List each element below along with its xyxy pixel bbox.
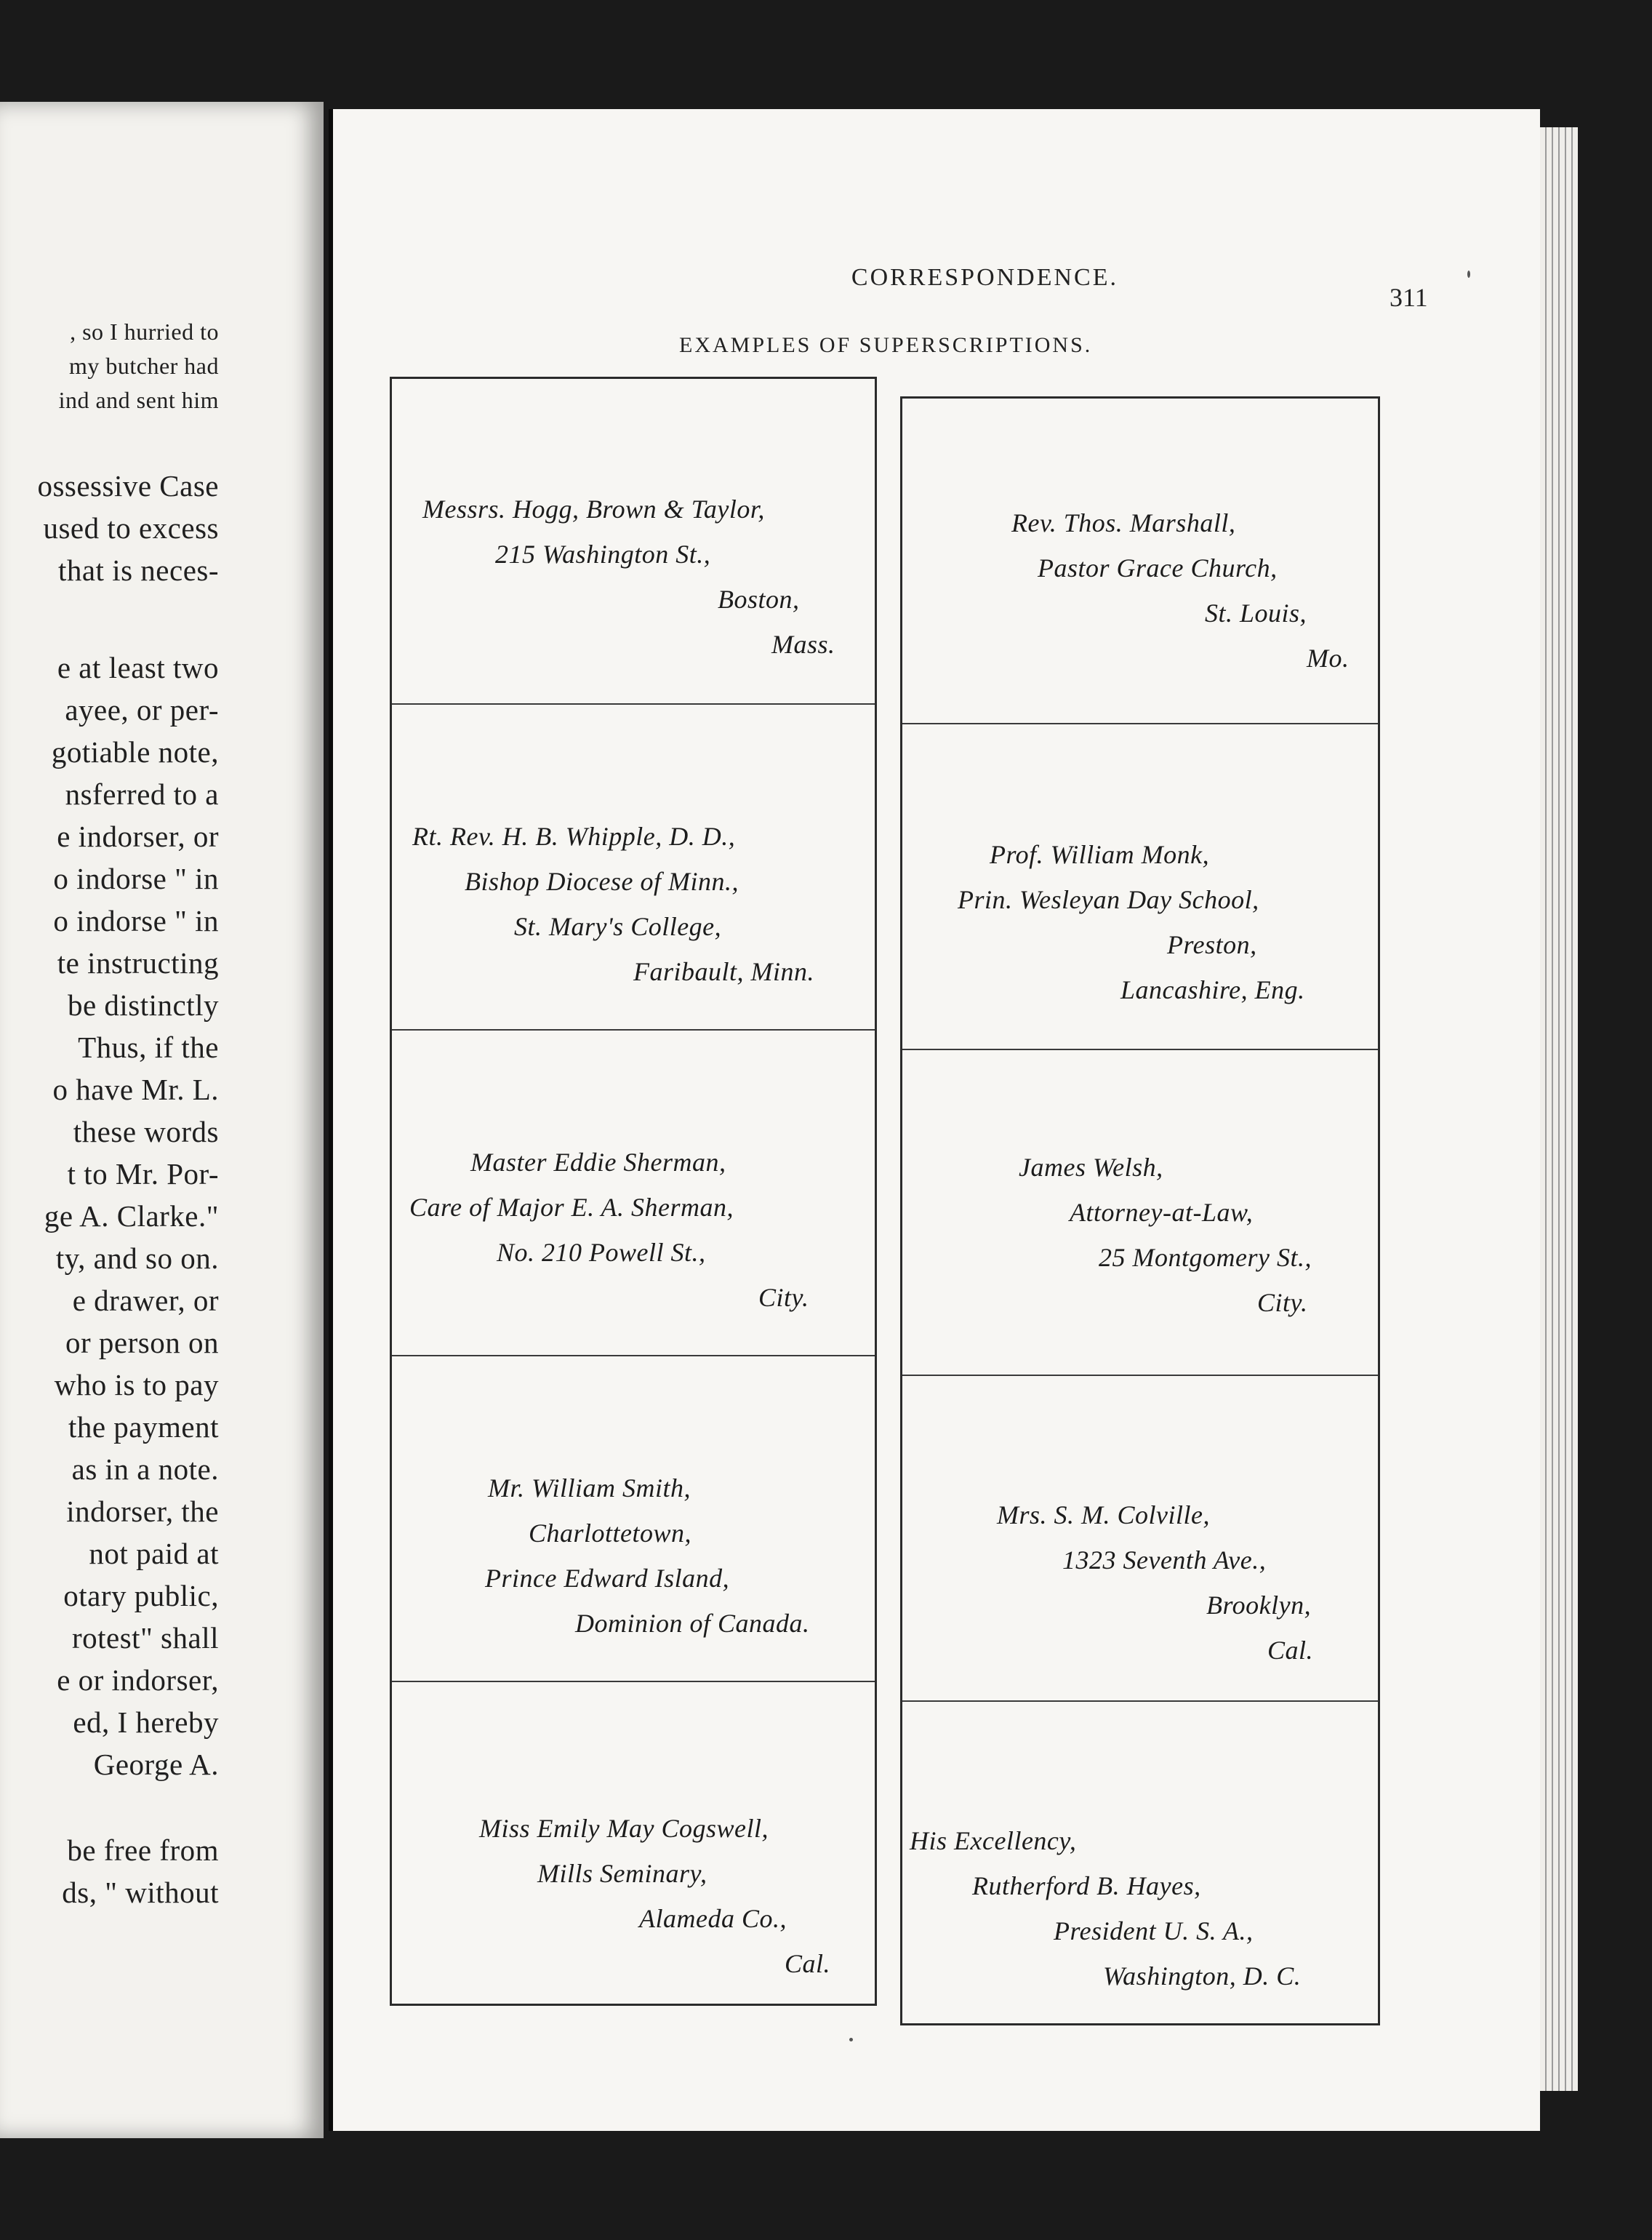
address-line: Dominion of Canada. [575,1609,810,1638]
address-line: Charlottetown, [529,1519,692,1548]
address-line: 25 Montgomery St., [1099,1243,1312,1272]
left-page-line: be distinctly [67,988,219,1022]
address-line: Pastor Grace Church, [1038,553,1278,583]
left-page-line: as in a note. [71,1452,219,1486]
address-line: Alameda Co., [639,1904,787,1933]
address-line: Brooklyn, [1206,1591,1312,1620]
address-line: President U. S. A., [1054,1916,1254,1945]
address-line: Mass. [771,630,835,659]
left-page-line: o have Mr. L. [52,1073,219,1106]
address-box [392,705,875,1031]
address-line: Rev. Thos. Marshall, [1011,508,1236,537]
address-line: Cal. [785,1949,831,1978]
address-line: Lancashire, Eng. [1120,975,1305,1004]
address-line: Faribault, Minn. [633,957,814,986]
address-line: Care of Major E. A. Sherman, [409,1193,734,1222]
address-line: Mills Seminary, [537,1859,707,1888]
previous-page [0,102,324,2138]
address-line: Attorney-at-Law, [1070,1198,1254,1227]
address-line: Rutherford B. Hayes, [972,1871,1201,1900]
ink-speck [849,2038,853,2041]
left-page-line: e or indorser, [57,1663,219,1697]
address-line: Master Eddie Sherman, [470,1148,726,1177]
left-page-line: e indorser, or [57,820,219,853]
left-page-line: my butcher had [68,353,219,379]
left-page-line: ge A. Clarke." [44,1199,219,1233]
address-line: Bishop Diocese of Minn., [465,867,739,896]
address-box [392,1356,875,1682]
address-line: 215 Washington St., [495,540,711,569]
left-page-line: ds, " without [62,1876,219,1909]
left-page-line: not paid at [89,1537,219,1570]
address-box [392,379,875,705]
address-line: City. [1257,1288,1308,1317]
left-page-line: that is neces- [57,553,219,587]
left-page-line: ed, I hereby [73,1705,219,1739]
left-page-line: who is to pay [54,1368,219,1401]
left-page-line: used to excess [43,511,219,545]
ink-speck [1467,271,1470,278]
left-page-line: e drawer, or [72,1284,219,1317]
address-line: Miss Emily May Cogswell, [479,1814,769,1843]
address-line: His Excellency, [910,1826,1077,1855]
address-line: 1323 Seventh Ave., [1062,1545,1267,1575]
address-line: Mr. William Smith, [488,1473,691,1503]
left-page-line: otary public, [63,1579,219,1612]
left-page-line: George A. [93,1748,219,1781]
left-page-line: gotiable note, [51,735,219,769]
page-number: 311 [1390,283,1428,312]
left-page-line: te instructing [57,946,219,980]
left-page-line: o indorse " in [53,904,219,937]
address-line: Rt. Rev. H. B. Whipple, D. D., [412,822,736,851]
right-address-column [900,396,1380,2025]
left-page-line: these words [73,1115,219,1148]
address-line: Prof. William Monk, [990,840,1210,869]
left-page-line: ossessive Case [37,469,219,503]
left-page-line: , so I hurried to [70,319,219,345]
address-line: Boston, [718,585,800,614]
left-page-line: ayee, or per- [65,693,219,727]
address-box [902,399,1378,724]
address-line: Prin. Wesleyan Day School, [958,885,1259,914]
left-page-line: o indorse " in [53,862,219,895]
left-page-line: ind and sent him [58,387,219,413]
address-line: Cal. [1267,1636,1314,1665]
address-line: No. 210 Powell St., [497,1238,706,1267]
left-page-line: be free from [67,1833,219,1867]
address-line: Mrs. S. M. Colville, [997,1500,1210,1529]
left-page-line: e at least two [57,651,219,684]
left-page-line: or person on [65,1326,219,1359]
address-box [902,1050,1378,1376]
left-address-column [390,377,877,2006]
address-line: City. [758,1283,809,1312]
address-line: St. Louis, [1205,599,1307,628]
left-page-line: ty, and so on. [55,1241,219,1275]
left-page-line: nsferred to a [65,777,219,811]
page [329,109,1540,2131]
left-page-line: Thus, if the [78,1031,219,1064]
address-box [392,1682,875,2008]
address-line: St. Mary's College, [514,912,722,941]
address-line: Prince Edward Island, [485,1564,730,1593]
address-line: Preston, [1167,930,1257,959]
left-page-line: rotest" shall [71,1621,219,1655]
address-line: Mo. [1307,644,1350,673]
address-box [902,724,1378,1050]
address-box [902,1376,1378,1702]
address-line: Messrs. Hogg, Brown & Taylor, [422,495,765,524]
address-box [392,1031,875,1356]
left-page-line: indorser, the [66,1495,219,1528]
address-line: Washington, D. C. [1103,1961,1302,1991]
running-head: CORRESPONDENCE. [851,264,1118,291]
section-heading: EXAMPLES OF SUPERSCRIPTIONS. [679,333,1093,357]
left-page-line: t to Mr. Por- [67,1157,219,1191]
address-box [902,1702,1378,2028]
address-line: James Welsh, [1019,1153,1163,1182]
left-page-line: the payment [68,1410,219,1444]
